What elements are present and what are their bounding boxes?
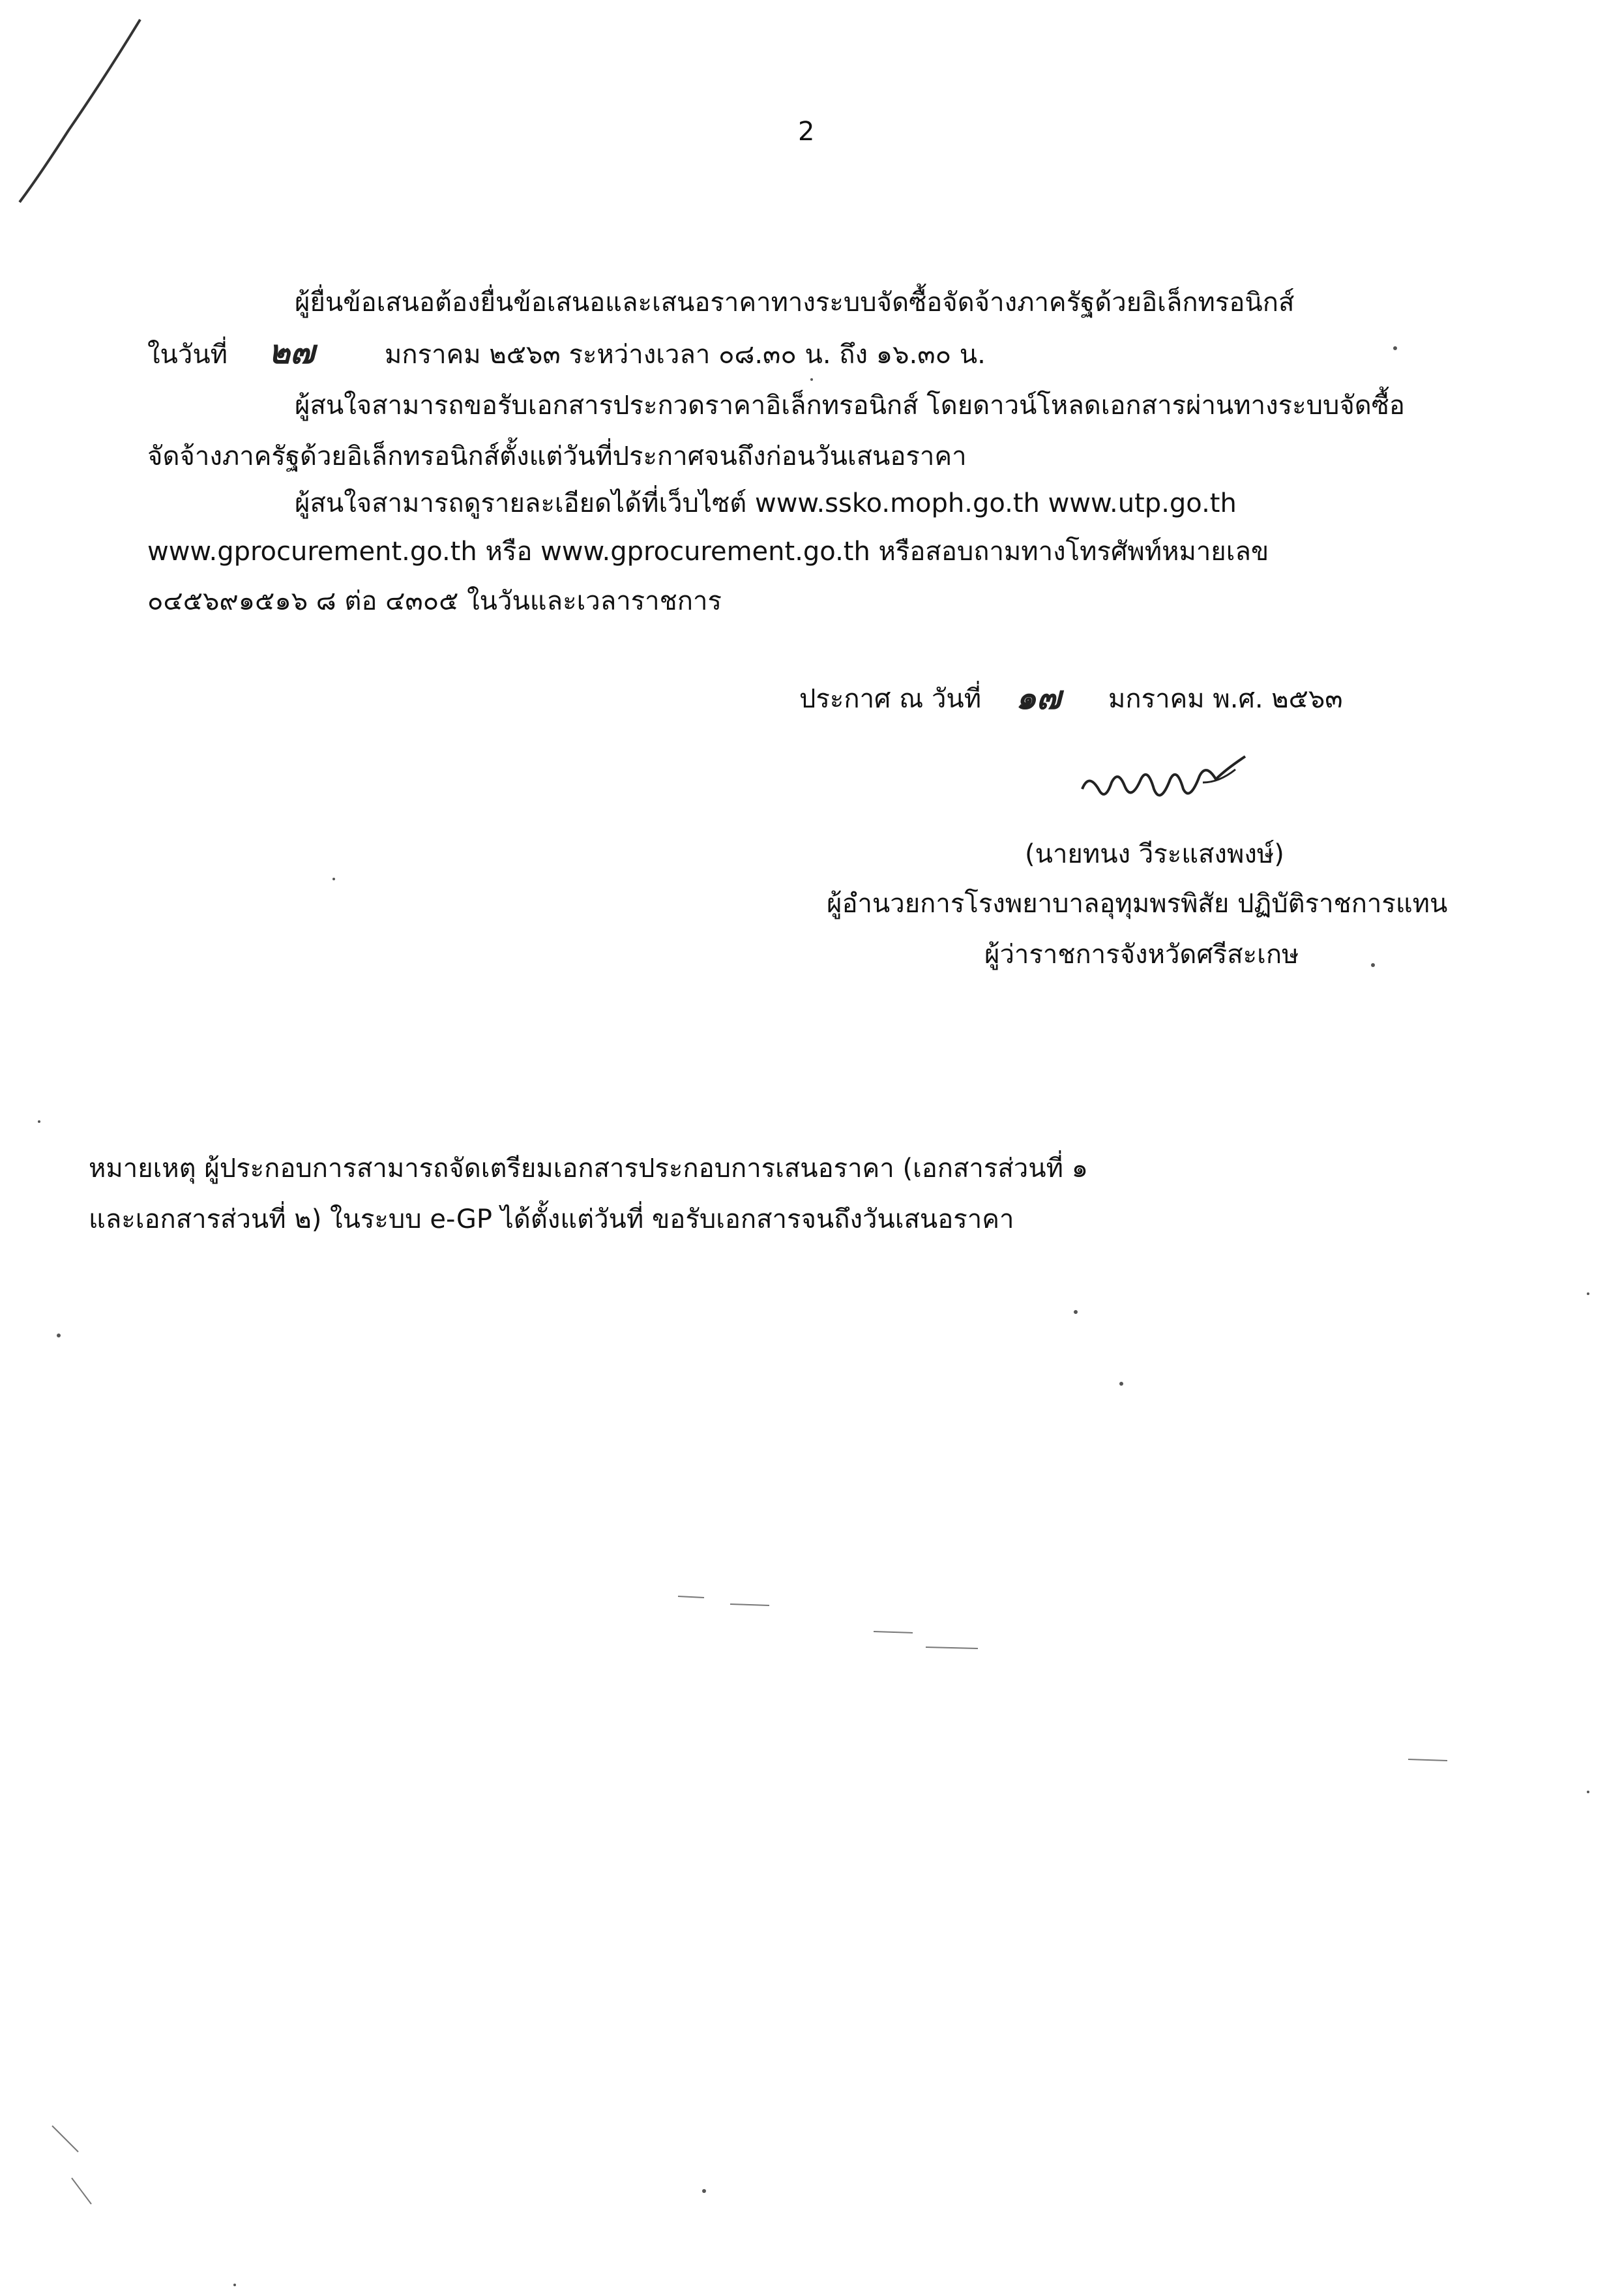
paragraph1-line2-suffix: มกราคม ๒๕๖๓ ระหว่างเวลา ๐๘.๓๐ น. ถึง ๑๖.๓๐ น. — [385, 340, 986, 370]
paragraph3-line1: ผู้สนใจสามารถดูรายละเอียดได้ที่เว็บไซต์ www.ssko.moph.go.th www.utp.go.th — [295, 488, 1237, 518]
page-number: 2 — [798, 117, 815, 147]
paragraph2-line1: ผู้สนใจสามารถขอรับเอกสารประกวดราคาอิเล็กทรอนิกส์ โดยดาวน์โหลดเอกสารผ่านทางระบบจัดซื้อ — [295, 391, 1405, 421]
signatory-position-line2: ผู้ว่าราชการจังหวัดศรีสะเกษ — [984, 940, 1299, 970]
note-line2: และเอกสารส่วนที่ ๒) ในระบบ e-GP ได้ตั้งแต่วันที่ ขอรับเอกสารจนถึงวันเสนอราคา — [89, 1204, 1014, 1234]
paragraph2-line2: จัดจ้างภาครัฐด้วยอิเล็กทรอนิกส์ตั้งแต่วันที่ประกาศจนถึงก่อนวันเสนอราคา — [147, 441, 967, 471]
announcement-prefix: ประกาศ ณ วันที่ — [799, 684, 982, 714]
paragraph1-line2-prefix: ในวันที่ — [147, 340, 228, 370]
paragraph3-line3: ๐๔๕๖๙๑๕๑๖ ๘ ต่อ ๔๓๐๕ ในวันและเวลาราชการ — [147, 586, 722, 616]
announcement-suffix: มกราคม พ.ศ. ๒๕๖๓ — [1108, 684, 1343, 714]
paragraph1-line1: ผู้ยื่นข้อเสนอต้องยื่นข้อเสนอและเสนอราคาทางระบบจัดซื้อจัดจ้างภาครัฐด้วยอิเล็กทรอนิกส์ — [295, 288, 1295, 318]
signatory-position-line1: ผู้อำนวยการโรงพยาบาลอุทุมพรพิสัย ปฏิบัติราชการแทน — [827, 889, 1448, 919]
paragraph3-line2: www.gprocurement.go.th หรือ www.gprocurement.go.th หรือสอบถามทางโทรศัพท์หมายเลข — [147, 537, 1269, 567]
handwritten-day: ๑๗ — [1016, 678, 1061, 717]
signatory-name: (นายทนง วีระแสงพงษ์) — [1025, 839, 1284, 869]
note-line1: หมายเหตุ ผู้ประกอบการสามารถจัดเตรียมเอกสารประกอบการเสนอราคา (เอกสารส่วนที่ ๑ — [89, 1154, 1089, 1184]
handwritten-date: ๒๗ — [269, 333, 315, 371]
